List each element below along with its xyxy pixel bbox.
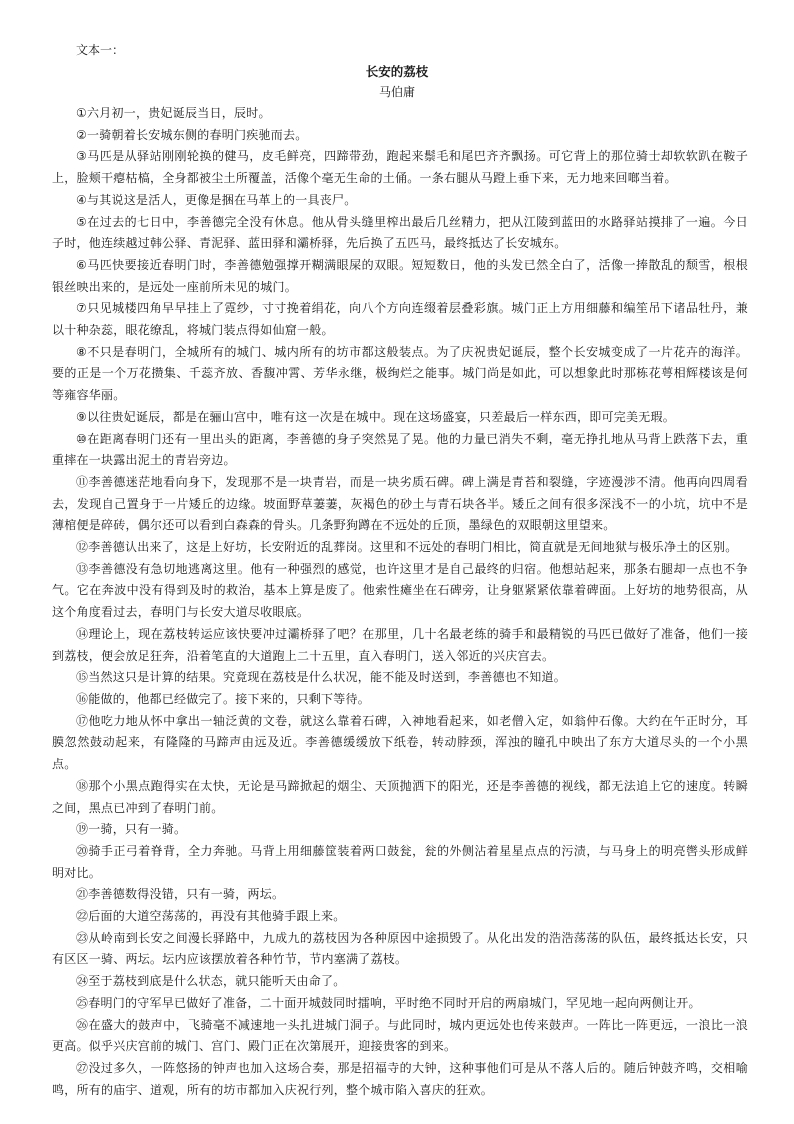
paragraph-10: ⑩在距离春明门还有一里出头的距离，李善德的身子突然晃了晃。他的力量已消失不剩，毫无挣扎地从马背上跌落下去，重重摔在一块露出泥土的青岩旁边。 [52,431,748,468]
paragraph-19: ⑲一骑，只有一骑。 [76,822,187,837]
paragraph-2: ②一骑朝着长安城东侧的春明门疾驰而去。 [76,127,308,142]
paragraph-1: ①六月初一，贵妃诞辰当日，辰时。 [76,106,271,120]
paragraph-23: ㉓从岭南到长安之间漫长驿路中，九成九的荔枝因为各种原因中途损毁了。从化出发的浩浩荡荡的队伍，最终抵达长安，只有区区一骑、两坛。坛内应该摆放着各种竹节，节内塞满了荔枝。 [52,930,748,967]
paragraph-21: ㉑李善德数得没错，只有一骑，两坛。 [76,887,285,902]
paragraph-12: ⑫李善德认出来了，这是上好坊，长安附近的乱葬岗。这里和不远处的春明门相比，简直就是无间地狱与极乐净土的区别。 [76,540,738,555]
paragraph-25: ㉕春明门的守军早已做好了准备，二十面开城鼓同时擂响，平时绝不同时开启的两扇城门，罕见地一起向两侧让开。 [76,995,701,1010]
paragraph-27: ㉗没过多久，一阵悠扬的钟声也加入这场合奏，那是招福寺的大钟，这种事他们可是从不落人后的。随后钟鼓齐鸣，交相喻鸣，所有的庙宇、道观，所有的坊市都加入庆祝行列，整个城市陷入喜庆的狂欢。 [52,1060,748,1097]
paragraph-26: ㉖在盛大的鼓声中，飞骑毫不减速地一头扎进城门洞子。与此同时，城内更远处也传来鼓声。一阵比一阵更远，一浪比一浪更高。似乎兴庆宫前的城门、宫门、殿门正在次第展开，迎接贵客的到来。 [52,1017,748,1054]
paragraph-4: ④与其说这是活人，更像是捆在马革上的一具丧尸。 [76,192,357,207]
paragraph-16: ⑯能做的，他都已经做完了。接下来的，只剩下等待。 [76,691,371,706]
paragraph-11: ⑪李善德迷茫地看向身下，发现那不是一块青岩，而是一块劣质石碑。碑上满是青苔和裂缝，字迹漫涉不清。他再向四周看去，发现自己置身于一片矮丘的边缘。坡面野草萋萋，灰褐色的砂土与青石块各半。矮丘之间有很多深浅不一的小坑，坑中不是薄棺便是碎砖，偶尔还可以看到白森森的骨头。几条野狗蹲在不远处的丘顶，墨绿色的双眼朝这里望来。 [52,474,748,533]
paragraph-15: ⑮当然这只是计算的结果。究竟现在荔枝是什么状况，能不能及时送到，李善德也不知道。 [76,670,567,685]
paragraph-17: ⑰他吃力地从怀中拿出一轴泛黄的文卷，就这么靠着石碑，入神地看起来，如老僧入定，如翁仲石像。大约在午正时分，耳膜忽然鼓动起来，有隆隆的马蹄声由远及近。李善德缓缓放下纸卷，转动脖颈，浑浊的瞳孔中映出了东方大道尽头的一个小黑点。 [52,713,748,772]
article-body [52,103,748,1101]
paragraph-8: ⑧不只是春明门，全城所有的城门、城内所有的坊市都这般装点。为了庆祝贵妃诞辰，整个长安城变成了一片花卉的海洋。要的正是一个万花攒集、千蕊齐放、香馥冲霄、芳华永继，极绚烂之能事。城门尚是如此，可以想象此时那栋花萼相辉楼该是何等雍容华丽。 [52,344,748,403]
paragraph-22: ㉒后面的大道空荡荡的，再没有其他骑手跟上来。 [76,909,346,924]
paragraph-18: ⑱那个小黑点跑得实在太快，无论是马蹄掀起的烟尘、天顶抛洒下的阳光，还是李善德的视线，都无法追上它的速度。转瞬之间，黑点已冲到了春明门前。 [52,778,748,815]
article-author: 马伯庸 [378,85,415,99]
paragraph-9: ⑨以往贵妃诞辰，都是在骊山宫中，唯有这一次是在城中。现在这场盛宴，只差最后一样东西，即可完美无瑕。 [76,409,676,424]
paragraph-5: ⑤在过去的七日中，李善德完全没有休息。他从骨头缝里榨出最后几丝精力，把从江陵到蓝田的水路驿站摸排了一遍。今日子时，他连续越过韩公驿、青泥驿、蓝田驿和灞桥驿，先后换了五匹马，最终抵达了长安城东。 [52,214,748,251]
paragraph-6: ⑥马匹快要接近春明门时，李善德勉强撑开糊满眼屎的双眼。短短数日，他的头发已然全白了，活像一捧散乱的颓雪，根根银丝映出来的，是远处一座前所未见的城门。 [52,257,748,294]
paragraph-24: ㉔至于荔枝到底是什么状态，就只能听天由命了。 [76,974,346,989]
article-title: 长安的荔枝 [365,64,429,79]
paragraph-3: ③马匹是从驿站刚刚轮换的健马，皮毛鲜亮，四蹄带劲，跑起来鬃毛和尾巴齐齐飘扬。可它背上的那位骑士却软软趴在鞍子上，脸颊干瘪枯槁，全身都被尘土所覆盖，活像个毫无生命的土俑。一条右腿从马蹬上垂下来，无力地来回啷当着。 [52,149,748,186]
text-label: 文本一： [76,43,125,57]
paragraph-14: ⑭理论上，现在荔枝转运应该快要冲过灞桥驿了吧？在那里，几十名最老练的骑手和最精锐的马匹已做好了准备，他们一接到荔枝，便会放足狂奔，沿着笔直的大道跑上二十五里，直入春明门，送入邻近的兴庆宫去。 [52,626,748,663]
paragraph-13: ⑬李善德没有急切地逃离这里。他有一种强烈的感觉，也许这里才是自己最终的归宿。他想站起来，那条右腿却一点也不争气。它在奔波中没有得到及时的救治，基本上算是废了。他索性瘫坐在石碑旁，让身躯紧紧依靠着碑面。上好坊的地势很高，从这个角度看过去，春明门与长安大道尽收眼底。 [52,561,748,620]
paragraph-20: ⑳骑手正弓着脊背，全力奔驰。马背上用细藤筐装着两口鼓瓮，瓮的外侧沾着星星点点的污渍，与马身上的明亮辔头形成鲜明对比。 [52,843,748,880]
paragraph-7: ⑦只见城楼四角早早挂上了霓纱，寸寸挽着绢花，向八个方向连缀着层叠彩旗。城门正上方用细藤和编笙吊下诸品牡丹，兼以十种杂蕊，眼花缭乱，将城门装点得如仙窟一般。 [52,301,748,338]
